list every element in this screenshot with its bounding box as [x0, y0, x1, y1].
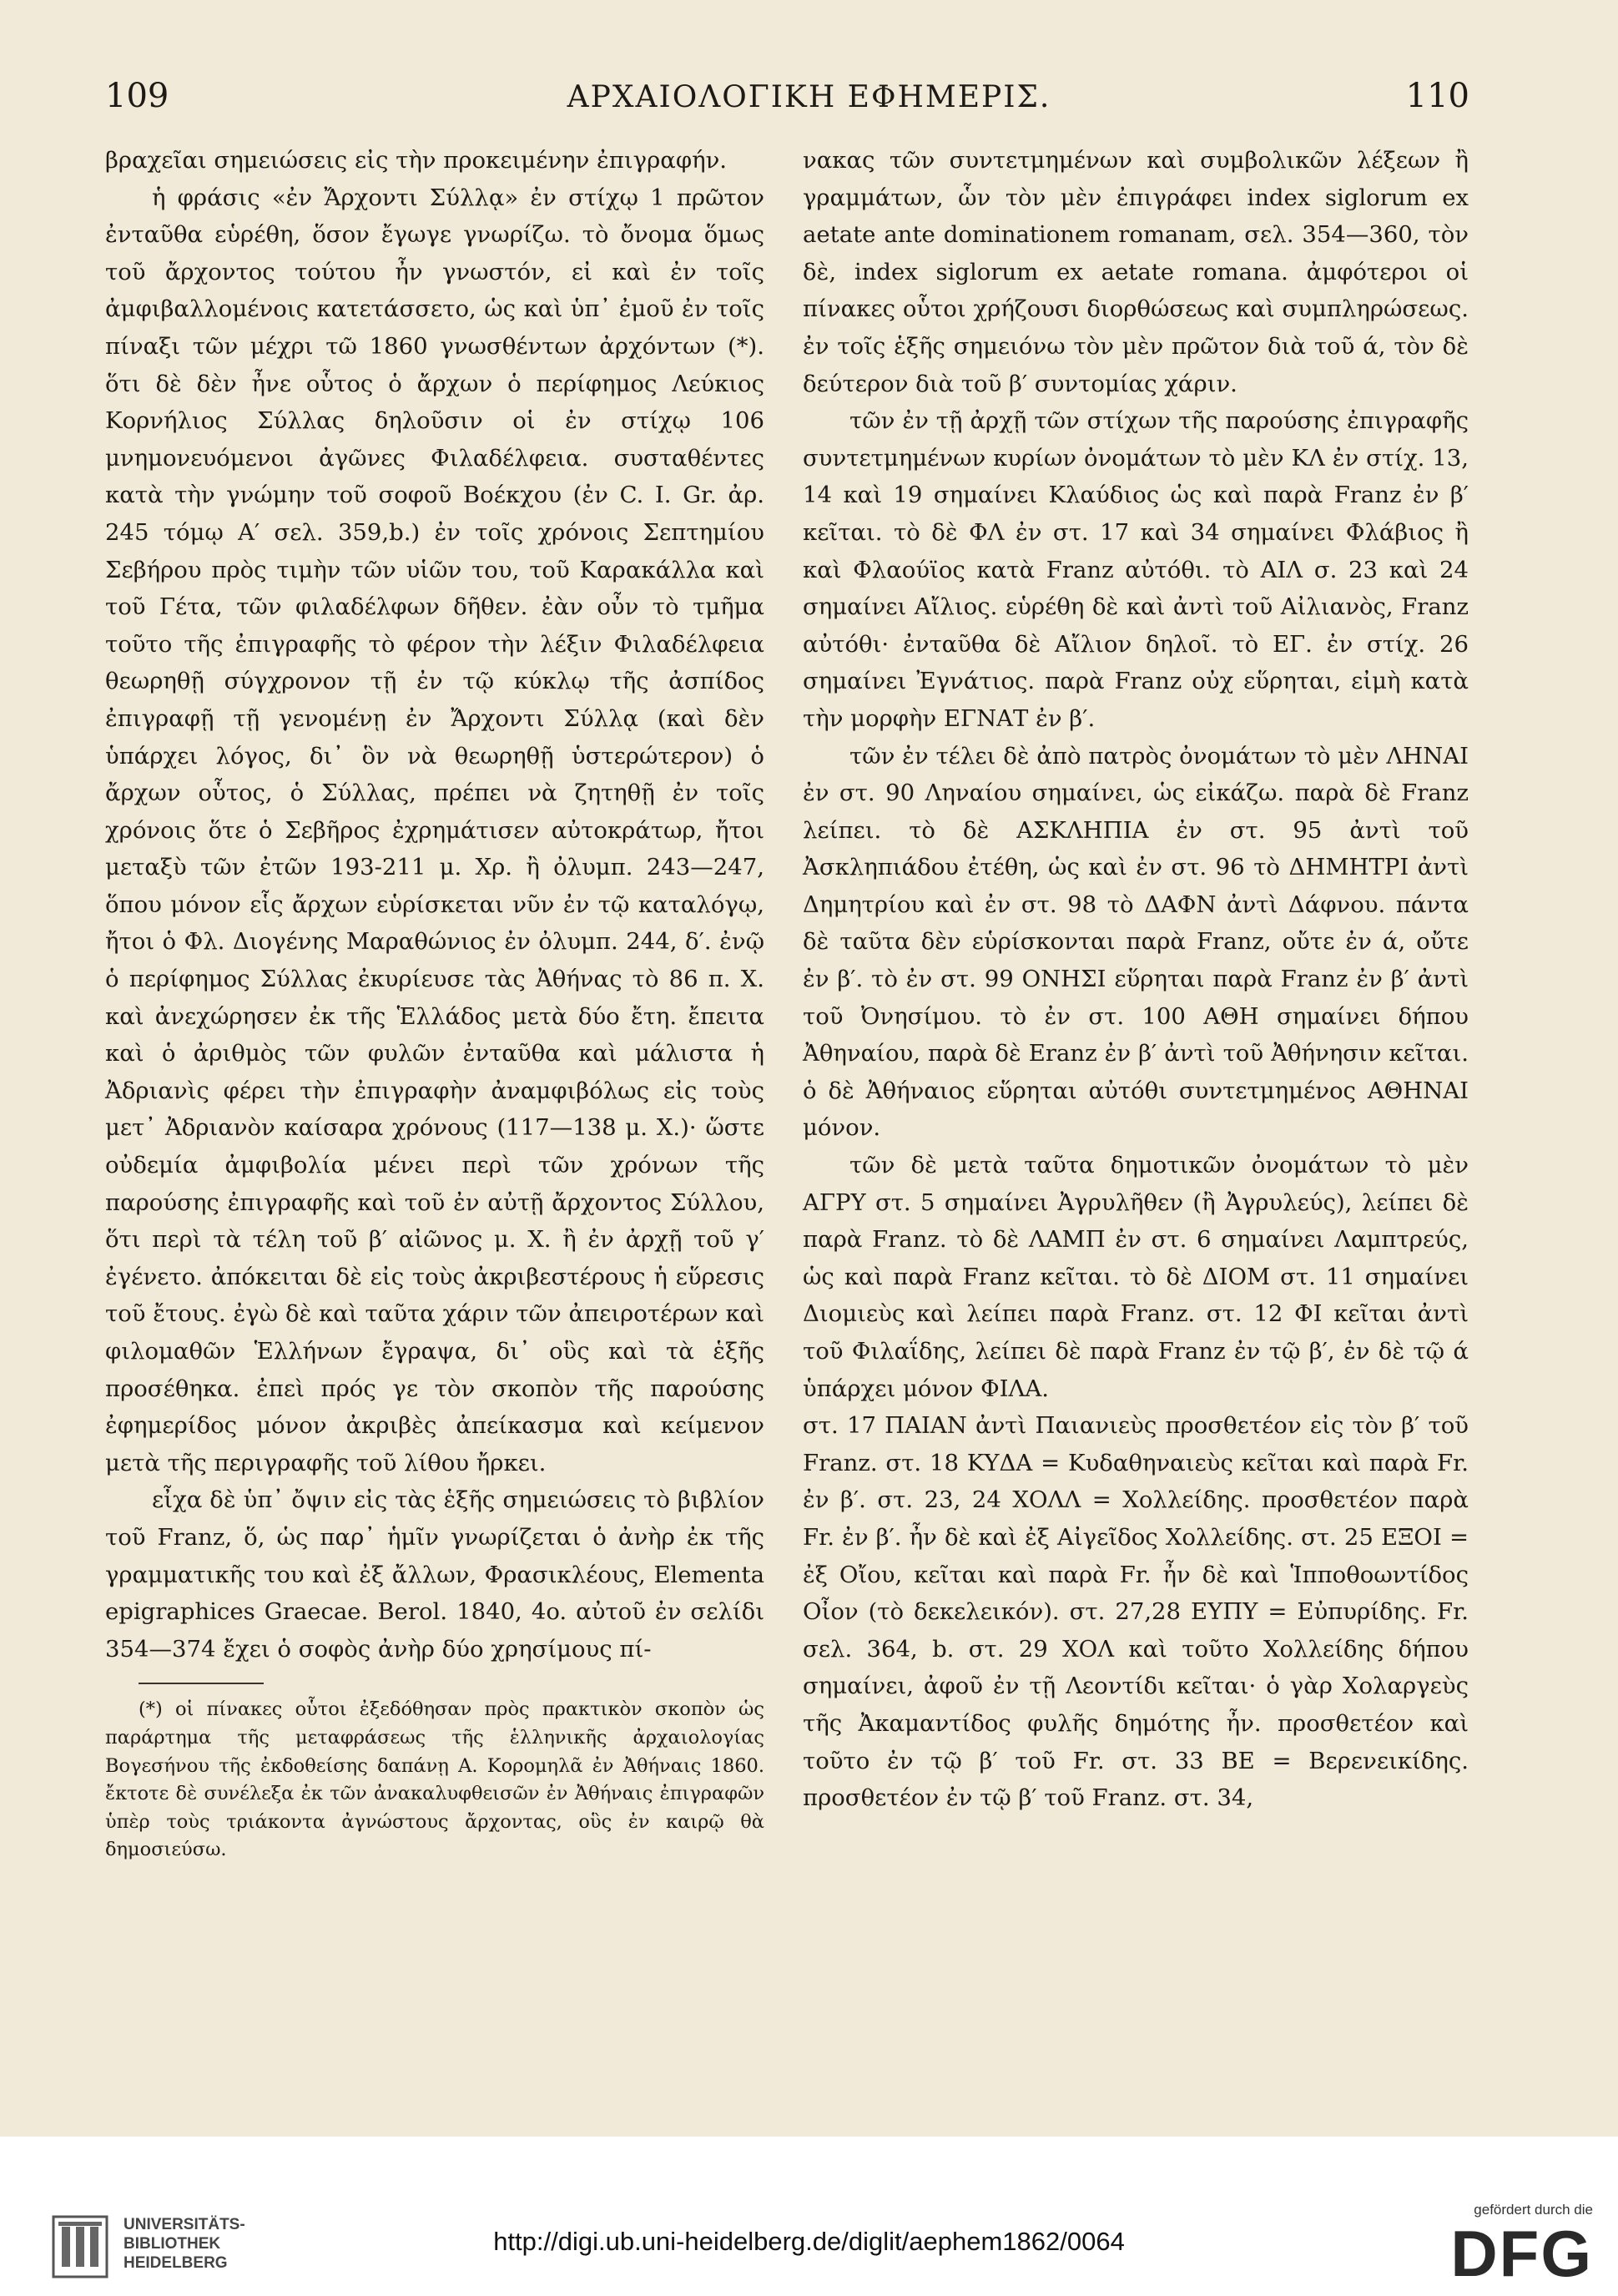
footnote-rule: [139, 1683, 264, 1684]
library-name-line: UNIVERSITÄTS-: [123, 2216, 245, 2233]
digitization-footer: [0, 2137, 1618, 2296]
paragraph: τῶν ἐν τέλει δὲ ἀπὸ πατρὸς ὀνομάτων τὸ μὲν ΛΗΝΑΙ ἐν στ. 90 Ληναίου σημαίνει, ὡς εἰκάζω. παρὰ δὲ Franz λείπει. τὸ δὲ ΑΣΚΛΗΠΙΑ ἐν στ. 95 ἀντὶ τοῦ Ἀσκληπιάδου ἐτέθη, ὡς καὶ ἐν στ. 96 τὸ ΔΗΜΗΤΡΙ ἀντὶ Δημητρίου καὶ ἐν στ. 98 τὸ ΔΑΦΝ ἀντὶ Δάφνου. πάντα δὲ ταῦτα δὲν εὑρίσκονται παρὰ Franz, οὔτε ἐν ά, οὔτε ἐν β′. τὸ ἐν στ. 99 ΟΝΗΣΙ εὕρηται παρὰ Franz ἐν β′ ἀντὶ τοῦ Ὀνησίμου. τὸ ἐν στ. 100 ΑΘΗ σημαίνει δήπου Ἀθηναίου, παρὰ δὲ Eranz ἐν β′ ἀντὶ τοῦ Ἀθήνησιν κεῖται. ὁ δὲ Ἀθήναιος εὕρηται αὐτόθι συντετμημένος ΑΘΗΝΑΙ μόνον.: [803, 742, 1469, 1142]
journal-title: ΑΡΧΑΙΟΛΟΓΙΚΗ ΕΦΗΜΕΡΙΣ.: [567, 80, 1051, 114]
paragraph: τῶν δὲ μετὰ ταῦτα δημοτικῶν ὀνομάτων τὸ μὲν ΑΓΡΥ στ. 5 σημαίνει Ἀγρυλῆθεν (ἢ Ἀγρυλεύς), λείπει δὲ παρὰ Franz. τὸ δὲ ΛΑΜΠ ἐν στ. 6 σημαίνει Λαμπτρεύς, ὡς καὶ παρὰ Franz κεῖται. τὸ δὲ ΔΙΟΜ στ. 11 σημαίνει Διομιεὺς καὶ λείπει παρὰ Franz. στ. 12 ΦΙ κεῖται ἀντὶ τοῦ Φιλαΐδης, λείπει δὲ παρὰ Franz ἐν τῷ β′, ἐν δὲ τῷ ά ὑπάρχει μόνον ΦΙΛΑ.: [803, 1152, 1469, 1402]
funder-caption: gefördert durch die: [1474, 2202, 1593, 2218]
right-column: [803, 142, 1469, 1817]
running-header: [0, 77, 1618, 127]
funder-logo: [1376, 2202, 1593, 2288]
footnote-text: (*) οἱ πίνακες οὗτοι ἐξεδόθησαν πρὸς πρακτικὸν σκοπὸν ὡς παράρτημα τῆς μεταφράσεως τῆς ἑλληνικῆς ἀρχαιολογίας Βογεσήνου τῆς ἐκδοθείσης δαπάνῃ Α. Κορομηλᾶ ἐν Ἀθήναις 1860. ἔκτοτε δὲ συνέλεξα ἐκ τῶν ἀνακαλυφθεισῶν ἐν Ἀθήναις ἐπιγραφῶν ὑπὲρ τοὺς τριάκοντα ἀγνώστους ἄρχοντας, οὓς ἐν καιρῷ θὰ δημοσιεύσω.: [105, 1698, 764, 1861]
paragraph: νακας τῶν συντετμημένων καὶ συμβολικῶν λέξεων ἢ γραμμάτων, ὧν τὸν μὲν ἐπιγράφει index siglorum ex aetate ante dominationem romanam, σελ. 354—360, τὸν δὲ, index siglorum ex aetate romana. ἀμφότεροι οἱ πίνακες οὗτοι χρήζουσι διορθώσεως καὶ συμπληρώσεως. ἐν τοῖς ἑξῆς σημειόνω τὸν μὲν πρῶτον διὰ τοῦ ά, τὸν δὲ δεύτερον διὰ τοῦ β′ συντομίας χάριν.: [803, 147, 1469, 397]
footnote: [105, 1696, 764, 1865]
paragraph: εἶχα δὲ ὑπ᾽ ὄψιν εἰς τὰς ἑξῆς σημειώσεις τὸ βιβλίον τοῦ Franz, ὅ, ὡς παρ᾽ ἡμῖν γνωρίζεται ὁ ἀνὴρ ἐκ τῆς γραμματικῆς του καὶ ἐξ ἄλλων, Φρασικλέους, Elementa epigraphices Graecae. Berol. 1840, 4o. αὐτοῦ ἐν σελίδι 354—374 ἔχει ὁ σοφὸς ἀνὴρ δύο χρησίμους πί-: [105, 1486, 764, 1663]
page-number-right: 110: [1405, 77, 1469, 115]
permalink-url[interactable]: http://digi.ub.uni-heidelberg.de/diglit/aephem1862/0064: [493, 2227, 1125, 2256]
paragraph: ἡ φράσις «ἐν Ἄρχοντι Σύλλᾳ» ἐν στίχῳ 1 πρῶτον ἐνταῦθα εὑρέθη, ὅσον ἔγωγε γνωρίζω. τὸ ὄνομα ὅμως τοῦ ἄρχοντος τούτου ἦν γνωστόν, εἰ καὶ ἐν τοῖς ἀμφιβαλλομένοις κατετάσσετο, ὡς καὶ ὑπ᾽ ἐμοῦ ἐν τοῖς πίναξι τῶν μέχρι τῶ 1860 γνωσθέντων ἀρχόντων (*). ὅτι δὲ δὲν ἦνε οὗτος ὁ ἄρχων ὁ περίφημος Λεύκιος Κορνήλιος Σύλλας δηλοῦσιν οἱ ἐν στίχῳ 106 μνημονευόμενοι ἀγῶνες Φιλαδέλφεια. συσταθέντες κατὰ τὴν γνώμην τοῦ σοφοῦ Βοέκχου (ἐν C. I. Gr. ἀρ. 245 τόμῳ Α′ σελ. 359,b.) ἐν τοῖς χρόνοις Σεπτημίου Σεβήρου πρὸς τιμὴν τῶν υἱῶν του, τοῦ Καρακάλλα καὶ τοῦ Γέτα, τῶν φιλαδέλφων δῆθεν. ἐὰν οὖν τὸ τμῆμα τοῦτο τῆς ἐπιγραφῆς τὸ φέρον τὴν λέξιν Φιλαδέλφεια θεωρηθῇ σύγχρονον τῇ ἐν τῷ κύκλῳ τῆς ἀσπίδος ἐπιγραφῇ τῇ γενομένῃ ἐν Ἄρχοντι Σύλλᾳ (καὶ δὲν ὑπάρχει λόγος, δι᾽ ὃν νὰ θεωρηθῇ ὑστερώτερον) ὁ ἄρχων οὗτος, ὁ Σύλλας, πρέπει νὰ ζητηθῇ ἐν τοῖς χρόνοις ὅτε ὁ Σεβῆρος ἐχρημάτισεν αὐτοκράτωρ, ἤτοι μεταξὺ τῶν ἐτῶν 193-211 μ. Χρ. ἢ ὀλυμπ. 243—247, ὅπου μόνον εἷς ἄρχων εὑρίσκεται νῦν ἐν τῷ καταλόγῳ, ἤτοι ὁ Φλ. Διογένης Μαραθώνιος ἐν ὀλυμπ. 244, δ′. ἐνῷ ὁ περίφημος Σύλλας ἐκυρίευσε τὰς Ἀθήνας τὸ 86 π. Χ. καὶ ἀνεχώρησεν ἐκ τῆς Ἑλλάδος μετὰ δύο ἔτη. ἔπειτα καὶ ὁ ἀριθμὸς τῶν φυλῶν ἐνταῦθα καὶ μάλιστα ἡ Ἀδριανὶς φέρει τὴν ἐπιγραφὴν ἀναμφιβόλως εἰς τοὺς μετ᾽ Ἀδριανὸν καίσαρα χρόνους (117—138 μ. Χ.)· ὥστε οὐδεμία ἀμφιβολία μένει περὶ τῶν χρόνων τῆς παρούσης ἐπιγραφῆς καὶ τοῦ ἐν αὐτῇ ἄρχοντος Σύλλου, ὅτι περὶ τὰ τέλη τοῦ β′ αἰῶνος μ. Χ. ἢ ἐν ἀρχῇ τοῦ γ′ ἐγένετο. ἀπόκειται δὲ εἰς τοὺς ἀκριβεστέρους ἡ εὕρεσις τοῦ ἔτους. ἐγὼ δὲ καὶ ταῦτα χάριν τῶν ἀπειροτέρων καὶ φιλομαθῶν Ἑλλήνων ἔγραψα, δι᾽ οὓς καὶ τὰ ἑξῆς προσέθηκα. ἐπεὶ πρός γε τὸν σκοπὸν τῆς παρούσης ἐφημερίδος μόνον ἀκριβὲς ἀπείκασμα καὶ κείμενον μετὰ τῆς περιγραφῆς τοῦ λίθου ἤρκει.: [105, 184, 764, 1476]
paragraph: τῶν ἐν τῇ ἀρχῇ τῶν στίχων τῆς παρούσης ἐπιγραφῆς συντετμημένων κυρίων ὀνομάτων τὸ μὲν ΚΛ ἐν στίχ. 13, 14 καὶ 19 σημαίνει Κλαύδιος ὡς καὶ παρὰ Franz ἐν β′ κεῖται. τὸ δὲ ΦΛ ἐν στ. 17 καὶ 34 σημαίνει Φλάβιος ἢ καὶ Φλαούϊος κατὰ Franz αὐτόθι. τὸ ΑΙΛ σ. 23 καὶ 24 σημαίνει Αἴλιος. εὑρέθη δὲ καὶ ἀντὶ τοῦ Αἰλιανὸς, Franz αὐτόθι· ἐνταῦθα δὲ Αἴλιον δηλοῖ. τὸ ΕΓ. ἐν στίχ. 26 σημαίνει Ἐγνάτιος. παρὰ Franz οὐχ εὕρηται, εἰμὴ κατὰ τὴν μορφὴν ΕΓΝΑΤ ἐν β′.: [803, 407, 1469, 732]
dfg-logo-text: DFG: [1450, 2217, 1593, 2290]
left-column: [105, 142, 764, 1865]
page-number-left: 109: [105, 77, 169, 115]
paragraph: στ. 17 ΠΑΙΑΝ ἀντὶ Παιανιεὺς προσθετέον εἰς τὸν β′ τοῦ Franz. στ. 18 ΚΥΔΑ = Κυδαθηναιεὺς κεῖται καὶ παρὰ Fr. ἐν β′. στ. 23, 24 ΧΟΛΛ = Χολλείδης. προσθετέον παρὰ Fr. ἐν β′. ἦν δὲ καὶ ἐξ Αἰγεῖδος Χολλείδης. στ. 25 ΕΞΟΙ = ἐξ Οἴου, κεῖται καὶ παρὰ Fr. ἦν δὲ καὶ Ἱπποθοωντίδος Οἶον (τὸ δεκελεικόν). στ. 27,28 ΕΥΠΥ = Εὐπυρίδης. Fr. σελ. 364, b. στ. 29 ΧΟΛ καὶ τοῦτο Χολλείδης δήπου σημαίνει, ἀφοῦ ἐν τῇ Λεοντίδι κεῖται· ὁ γὰρ Χολαργεὺς τῆς Ἀκαμαντίδος φυλῆς δημότης ἦν. προσθετέον καὶ τοῦτο ἐν τῷ β′ τοῦ Fr. στ. 33 ΒΕ = Βερενεικίδης. προσθετέον ἐν τῷ β′ τοῦ Franz. στ. 34,: [803, 1412, 1469, 1812]
paragraph: βραχεῖαι σημειώσεις εἰς τὴν προκειμένην ἐπιγραφήν.: [105, 147, 728, 174]
library-name-line: BIBLIOTHEK: [123, 2235, 221, 2253]
library-name-line: HEIDELBERG: [123, 2254, 228, 2272]
